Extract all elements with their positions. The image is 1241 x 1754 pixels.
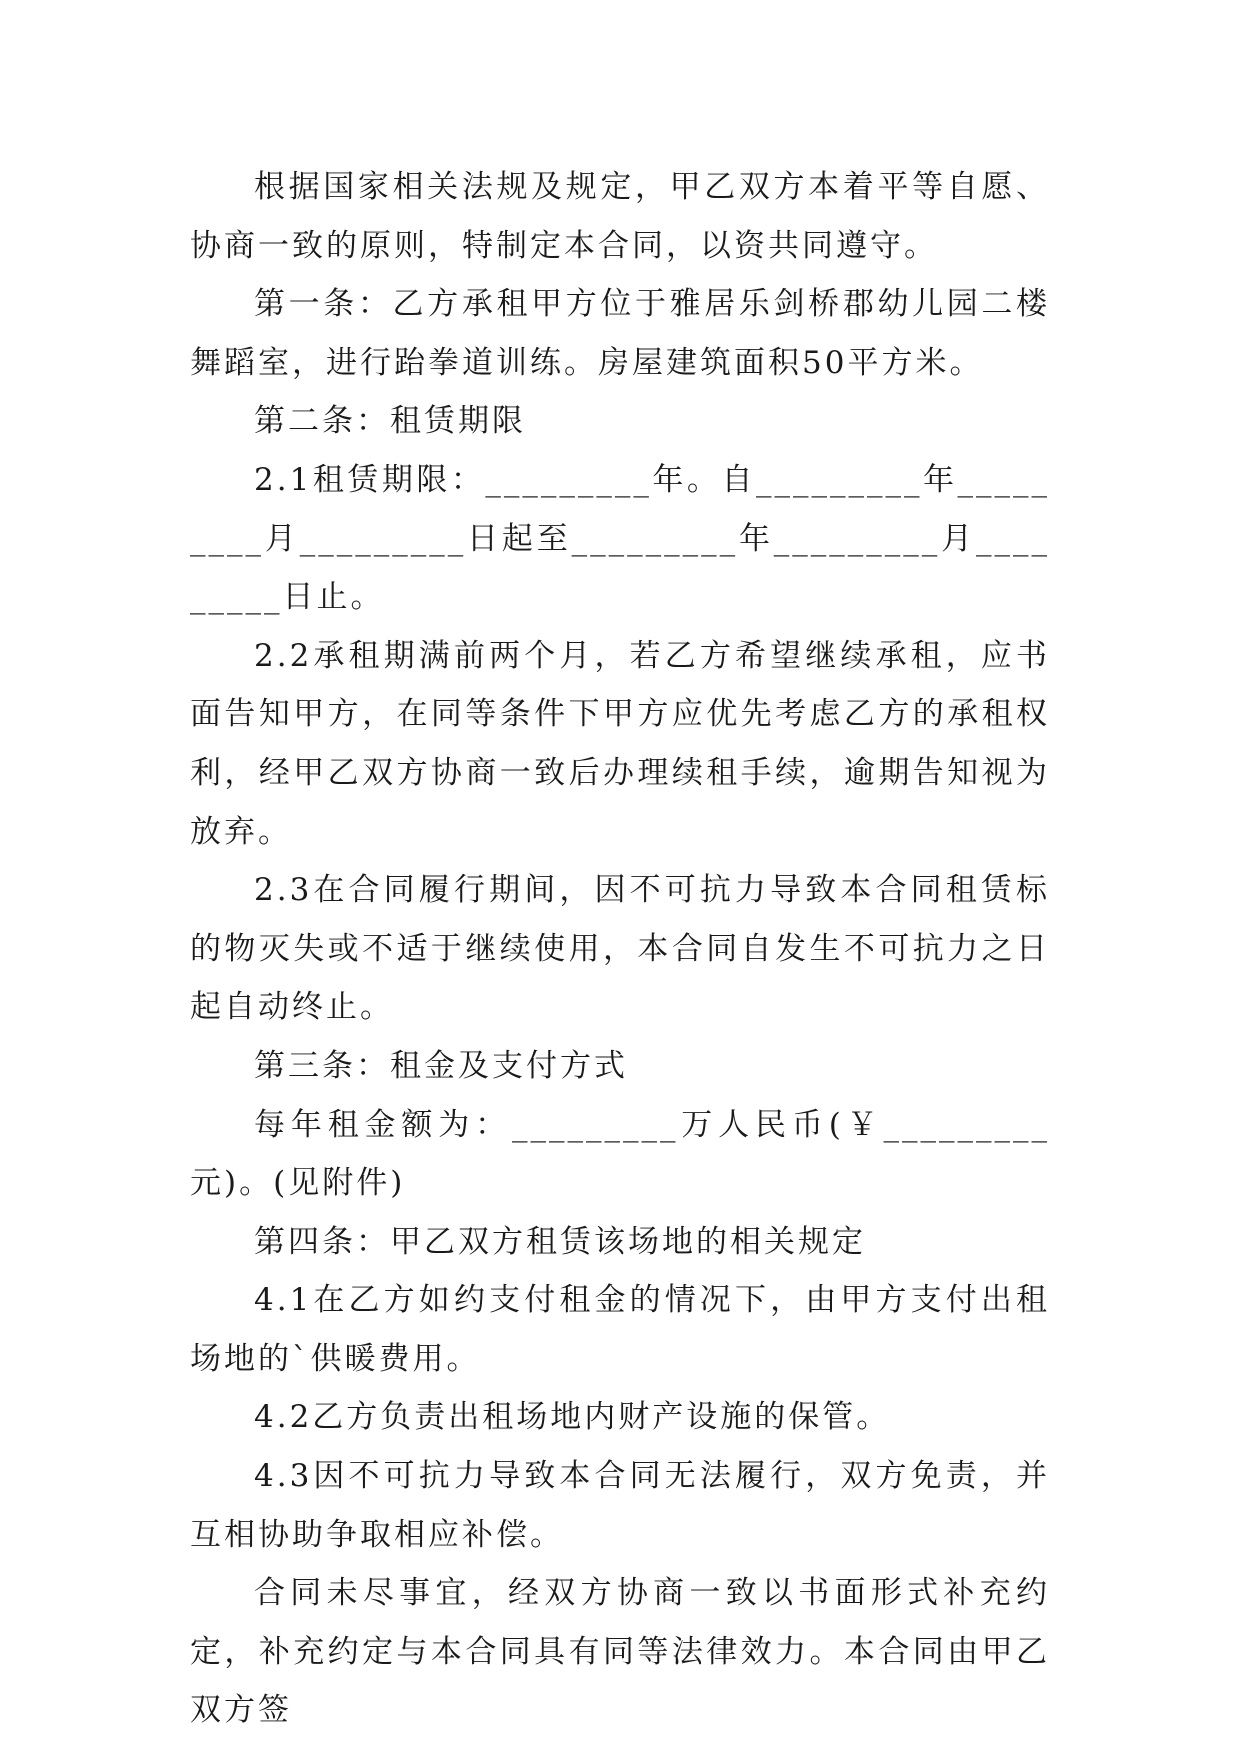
paragraph-preamble: 根据国家相关法规及规定，甲乙双方本着平等自愿、协商一致的原则，特制定本合同，以资共同遵守。: [190, 169, 1050, 264]
paragraph-clause-4-2: 4.2乙方负责出租场地内财产设施的保管。: [254, 1399, 891, 1436]
paragraph-article-1: 第一条：乙方承租甲方位于雅居乐剑桥郡幼儿园二楼舞蹈室，进行跆拳道训练。房屋建筑面积50平方米。: [190, 286, 1050, 381]
paragraph-clause-2-1: 2.1租赁期限：_________年。自_________年_________月_________日起至_________年_________月_________日止。: [190, 461, 1050, 616]
paragraph-clause-4-1: 4.1在乙方如约支付租金的情况下，由甲方支付出租场地的`供暖费用。: [190, 1282, 1050, 1377]
heading-article-3: 第三条：租金及支付方式: [254, 1047, 628, 1084]
paragraph-supplementary: 合同未尽事宜，经双方协商一致以书面形式补充约定，补充约定与本合同具有同等法律效力。本合同由甲乙双方签: [190, 1575, 1050, 1729]
paragraph-clause-4-3: 4.3因不可抗力导致本合同无法履行，双方免责，并互相协助争取相应补偿。: [190, 1458, 1050, 1553]
paragraph-clause-2-3: 2.3在合同履行期间，因不可抗力导致本合同租赁标的物灭失或不适于继续使用，本合同自发生不可抗力之日起自动终止。: [190, 872, 1050, 1026]
paragraph-clause-2-2: 2.2承租期满前两个月，若乙方希望继续承租，应书面告知甲方，在同等条件下甲方应优先考虑乙方的承租权利，经甲乙双方协商一致后办理续租手续，逾期告知视为放弃。: [190, 637, 1050, 850]
paragraph-rent-amount: 每年租金额为：_________万人民币(￥_________元)。(见附件): [190, 1106, 1050, 1202]
heading-article-2: 第二条：租赁期限: [254, 403, 526, 440]
contract-body: [190, 158, 1050, 1740]
heading-article-4: 第四条：甲乙双方租赁该场地的相关规定: [254, 1223, 866, 1260]
